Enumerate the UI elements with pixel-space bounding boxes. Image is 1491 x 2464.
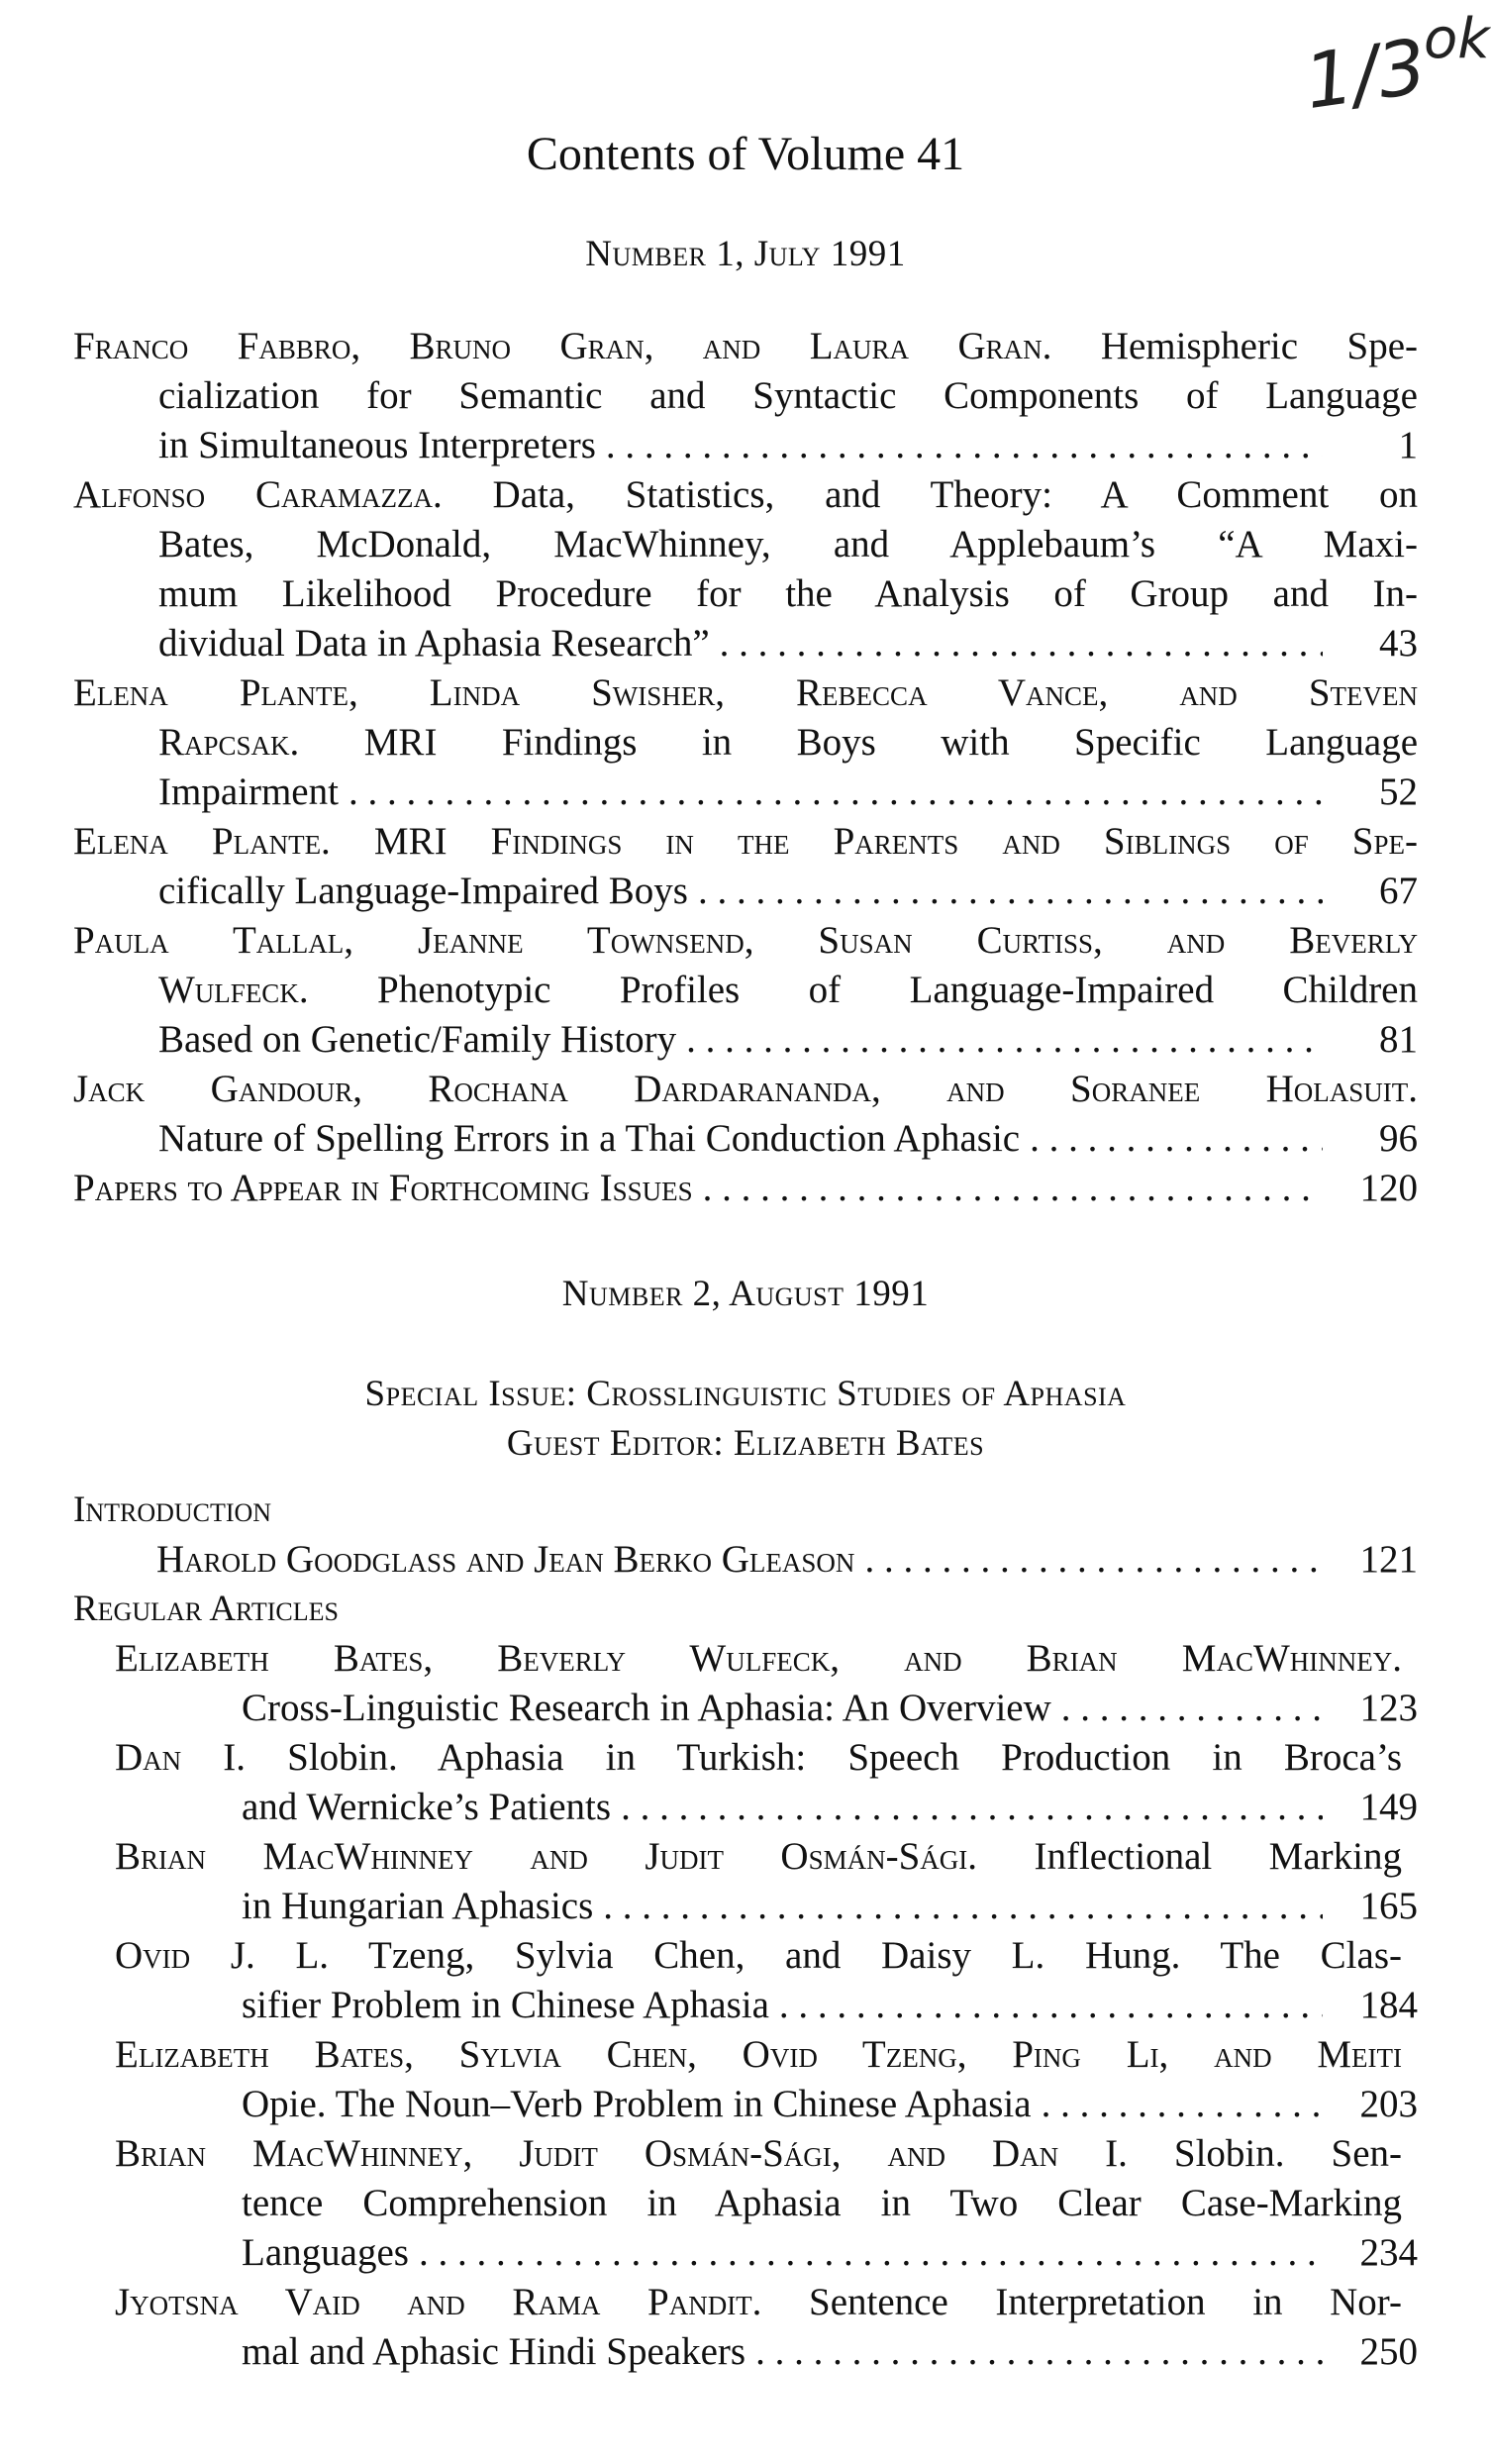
toc-entry[interactable] (73, 1931, 1418, 2030)
entry-text-line: Elizabeth Bates, Beverly Wulfeck, and Brian MacWhinney. (115, 1637, 1402, 1680)
toc-entry[interactable] (73, 916, 1418, 1065)
page-number: 184 (1359, 1984, 1418, 2026)
dot-leader (864, 1535, 1323, 1585)
entry-text-line: Elena Plante. MRI Findings in the Parents and Siblings of Spe- (73, 820, 1418, 863)
entry-text-line: Papers to Appear in Forthcoming Issues (73, 1167, 693, 1209)
dot-leader (606, 421, 1323, 470)
entry-text-line: Impairment (158, 770, 339, 813)
entry-text-line: Rapcsak. MRI Findings in Boys with Specific Language (158, 721, 1418, 764)
entry-text-line: Jack Gandour, Rochana Dardarananda, and Soranee Holasuit. (73, 1068, 1418, 1110)
regular-articles-label: Regular Articles (73, 1589, 339, 1629)
toc-entry[interactable] (73, 1733, 1418, 1832)
dot-leader (755, 2327, 1323, 2377)
guest-editor-heading: Guest Editor: Elizabeth Bates (506, 1423, 985, 1464)
regular-articles-list (73, 1634, 1418, 2377)
entry-text-line: Brian MacWhinney, Judit Osmán-Sági, and Dan I. Slobin. Sen- (115, 2132, 1402, 2175)
entry-text-line: Wulfeck. Phenotypic Profiles of Language-Impaired Children (158, 969, 1418, 1011)
page-number: 81 (1379, 1018, 1418, 1061)
entry-text-line: cifically Language-Impaired Boys (158, 870, 688, 912)
entry-text-line: and Wernicke’s Patients (242, 1786, 612, 1828)
special-issue-heading: Special Issue: Crosslinguistic Studies of Aphasia (364, 1374, 1127, 1414)
handwritten-fraction-annotation: 1/3 (1299, 21, 1432, 127)
toc-entry[interactable] (73, 2278, 1418, 2377)
entry-text-line: Paula Tallal, Jeanne Townsend, Susan Curtiss, and Beverly (73, 919, 1418, 962)
entry-text-line: Alfonso Caramazza. Data, Statistics, and Theory: A Comment on (73, 473, 1418, 516)
entry-text-line: in Simultaneous Interpreters (158, 424, 596, 466)
page-number: 123 (1359, 1687, 1418, 1729)
entry-text-line: Bates, McDonald, MacWhinney, and Applebaum’s “A Maxi- (158, 523, 1418, 565)
entry-text-line: Elizabeth Bates, Sylvia Chen, Ovid Tzeng, Ping Li, and Meiti (115, 2033, 1402, 2076)
dot-leader (603, 1882, 1323, 1931)
dot-leader (1030, 1114, 1323, 1164)
page-number: 120 (1359, 1167, 1418, 1209)
entry-text-line: tence Comprehension in Aphasia in Two Clear Case-Marking (242, 2182, 1402, 2224)
entry-text-line: cialization for Semantic and Syntactic Components of Language (158, 374, 1418, 417)
toc-entry[interactable] (73, 322, 1418, 470)
page-number: 1 (1398, 424, 1418, 466)
page-number: 234 (1359, 2231, 1418, 2274)
entry-text-line: Languages (242, 2231, 409, 2274)
introduction-label: Introduction (73, 1489, 272, 1530)
toc-entry[interactable] (73, 2030, 1418, 2129)
entry-text-line: Cross-Linguistic Research in Aphasia: An Overview (242, 1687, 1051, 1729)
dot-leader (419, 2228, 1323, 2278)
page-number: 96 (1379, 1117, 1418, 1160)
dot-leader (348, 768, 1323, 817)
page-number: 67 (1379, 870, 1418, 912)
issue1-entries (73, 322, 1418, 1213)
page-number: 250 (1359, 2330, 1418, 2373)
page-number: 165 (1359, 1885, 1418, 1927)
dot-leader (703, 1164, 1323, 1213)
toc-entry[interactable] (73, 2129, 1418, 2278)
entry-text-line: Opie. The Noun–Verb Problem in Chinese Aphasia (242, 2083, 1032, 2125)
dot-leader (621, 1783, 1323, 1832)
dot-leader (686, 1015, 1323, 1065)
toc-entry[interactable] (73, 1164, 1418, 1213)
issue1-heading: Number 1, July 1991 (585, 234, 906, 274)
dot-leader (698, 867, 1323, 916)
page-title: Contents of Volume 41 (526, 128, 965, 180)
toc-entry[interactable] (73, 1065, 1418, 1164)
entry-text-line: Jyotsna Vaid and Rama Pandit. Sentence Interpretation in Nor- (115, 2281, 1402, 2323)
entry-text-line: sifier Problem in Chinese Aphasia (242, 1984, 769, 2026)
handwritten-ok-annotation: ok (1424, 7, 1490, 71)
page-number: 52 (1379, 770, 1418, 813)
entry-text-line: dividual Data in Aphasia Research” (158, 622, 710, 665)
entry-text-line: in Hungarian Aphasics (242, 1885, 594, 1927)
toc-entry[interactable] (73, 1634, 1418, 1733)
entry-text-line: mal and Aphasic Hindi Speakers (242, 2330, 746, 2373)
entry-text-line: mum Likelihood Procedure for the Analysis of Group and In- (158, 572, 1418, 615)
issue2-entries (73, 1486, 1418, 2377)
entry-text-line: Based on Genetic/Family History (158, 1018, 677, 1061)
page-number: 43 (1379, 622, 1418, 665)
dot-leader (720, 619, 1323, 668)
dot-leader (779, 1981, 1323, 2030)
toc-entry[interactable] (73, 817, 1418, 916)
issue2-heading: Number 2, August 1991 (561, 1274, 930, 1314)
toc-entry[interactable] (73, 1535, 1418, 1585)
entry-text-line: Dan I. Slobin. Aphasia in Turkish: Speech Production in Broca’s (115, 1736, 1402, 1779)
toc-entry[interactable] (73, 668, 1418, 817)
toc-entry[interactable] (73, 1832, 1418, 1931)
entry-text-line: Elena Plante, Linda Swisher, Rebecca Vance, and Steven (73, 671, 1418, 714)
entry-title: Harold Goodglass and Jean Berko Gleason (156, 1538, 855, 1581)
page-number: 121 (1359, 1538, 1418, 1581)
entry-text-line: Brian MacWhinney and Judit Osmán-Sági. Inflectional Marking (115, 1835, 1402, 1878)
entry-text-line: Franco Fabbro, Bruno Gran, and Laura Gran. Hemispheric Spe- (73, 325, 1418, 367)
dot-leader (1042, 2080, 1323, 2129)
toc-entry[interactable] (73, 470, 1418, 668)
entry-text-line: Nature of Spelling Errors in a Thai Conduction Aphasic (158, 1117, 1021, 1160)
page-number: 203 (1359, 2083, 1418, 2125)
entry-text-line: Ovid J. L. Tzeng, Sylvia Chen, and Daisy L. Hung. The Clas- (115, 1934, 1402, 1977)
dot-leader (1061, 1684, 1323, 1733)
page-number: 149 (1359, 1786, 1418, 1828)
